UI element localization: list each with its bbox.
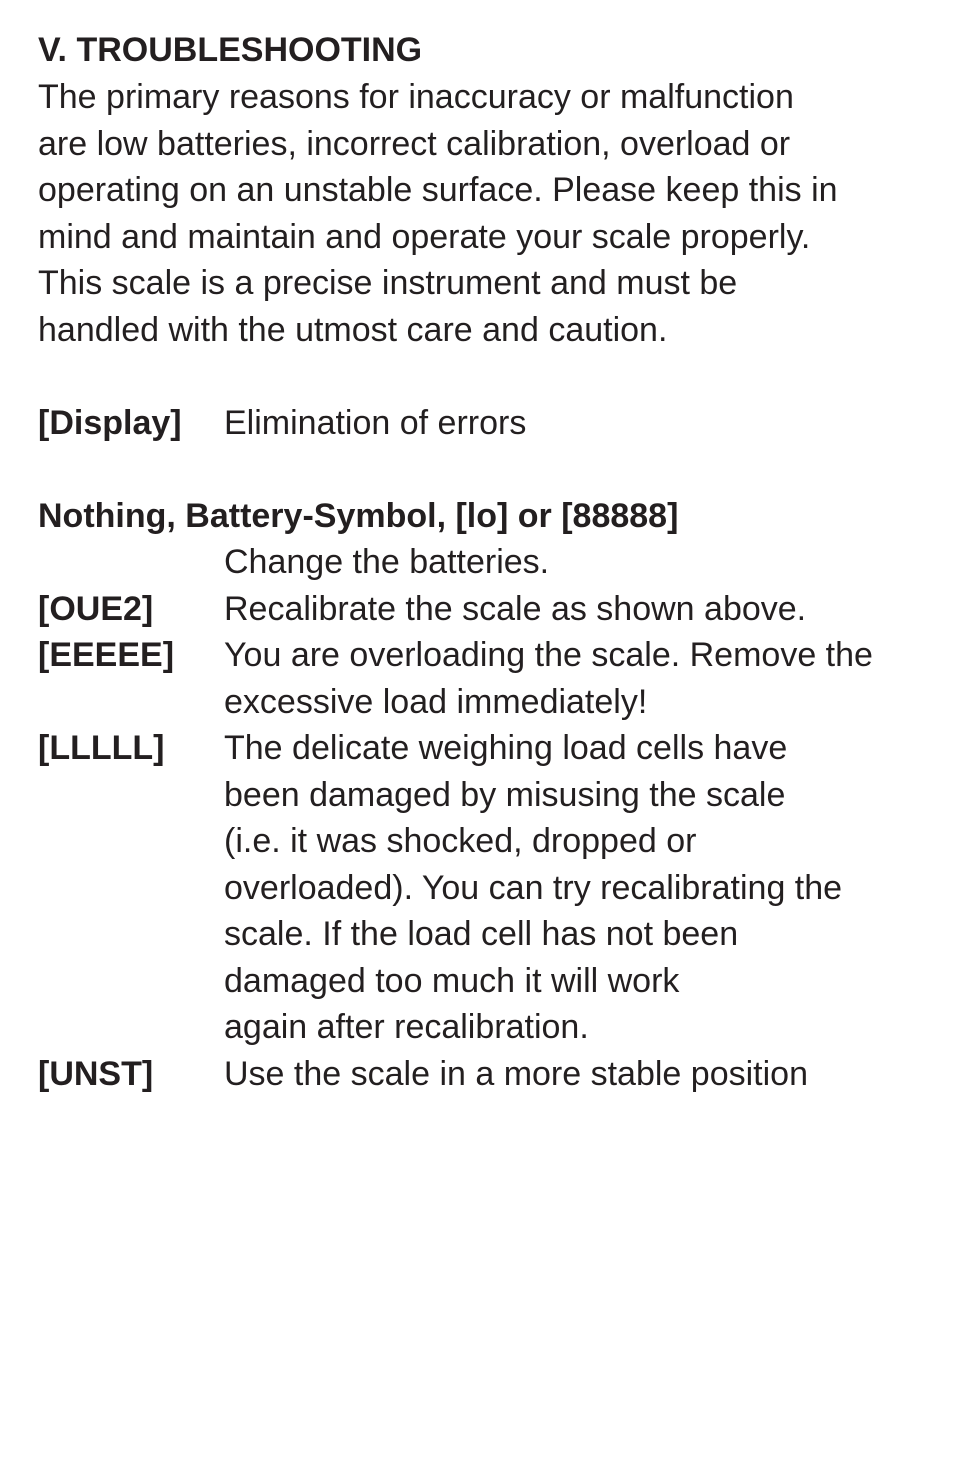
error-remedy xyxy=(224,632,918,725)
intro-paragraph xyxy=(38,74,918,353)
remedy-line: Recalibrate the scale as shown above. xyxy=(224,589,807,628)
table-row-unst xyxy=(38,1051,918,1098)
nothing-entry-label: Nothing, Battery-Symbol, [lo] or [88888] xyxy=(38,496,679,535)
intro-line: operating on an unstable surface. Please keep this in xyxy=(38,171,838,209)
remedy-line: been damaged by misusing the scale xyxy=(224,775,786,814)
remedy-line: again after recalibration. xyxy=(224,1008,589,1046)
remedy-line: scale. If the load cell has not been xyxy=(224,915,739,953)
remedy-line: excessive load immediately! xyxy=(224,682,648,721)
error-code: [OUE2] xyxy=(38,589,154,628)
remedy-line: You are overloading the scale. Remove the xyxy=(224,636,873,674)
intro-line: mind and maintain and operate your scale properly. xyxy=(38,217,811,256)
error-code: [LLLLL] xyxy=(38,729,165,767)
remedy-line: overloaded). You can try recalibrating the xyxy=(224,868,843,907)
section-heading: V. TROUBLESHOOTING xyxy=(38,31,423,69)
error-remedy xyxy=(224,725,918,1051)
remedy-line: (i.e. it was shocked, dropped or xyxy=(224,822,697,860)
intro-line: are low batteries, incorrect calibration, overload or xyxy=(38,124,791,163)
table-row-oue2 xyxy=(38,586,918,633)
error-code: [EEEEE] xyxy=(38,636,175,674)
table-header-row xyxy=(38,400,918,447)
nothing-entry-remedy: Change the batteries. xyxy=(224,543,550,581)
remedy-line: Use the scale in a more stable position xyxy=(224,1054,808,1093)
intro-line: The primary reasons for inaccuracy or malfunction xyxy=(38,78,794,116)
table-row-eeeee xyxy=(38,632,918,725)
intro-line: handled with the utmost care and caution. xyxy=(38,310,668,349)
table-header-key: [Display] xyxy=(38,403,182,442)
troubleshooting-page xyxy=(38,26,918,1097)
remedy-line: damaged too much it will work xyxy=(224,961,680,1000)
error-remedy xyxy=(224,586,918,633)
table-header-value: Elimination of errors xyxy=(224,403,527,442)
error-remedy xyxy=(224,1051,918,1098)
intro-line: This scale is a precise instrument and must be xyxy=(38,264,738,302)
error-code: [UNST] xyxy=(38,1054,154,1093)
table-row-lllll xyxy=(38,725,918,1051)
remedy-line: The delicate weighing load cells have xyxy=(224,729,788,767)
